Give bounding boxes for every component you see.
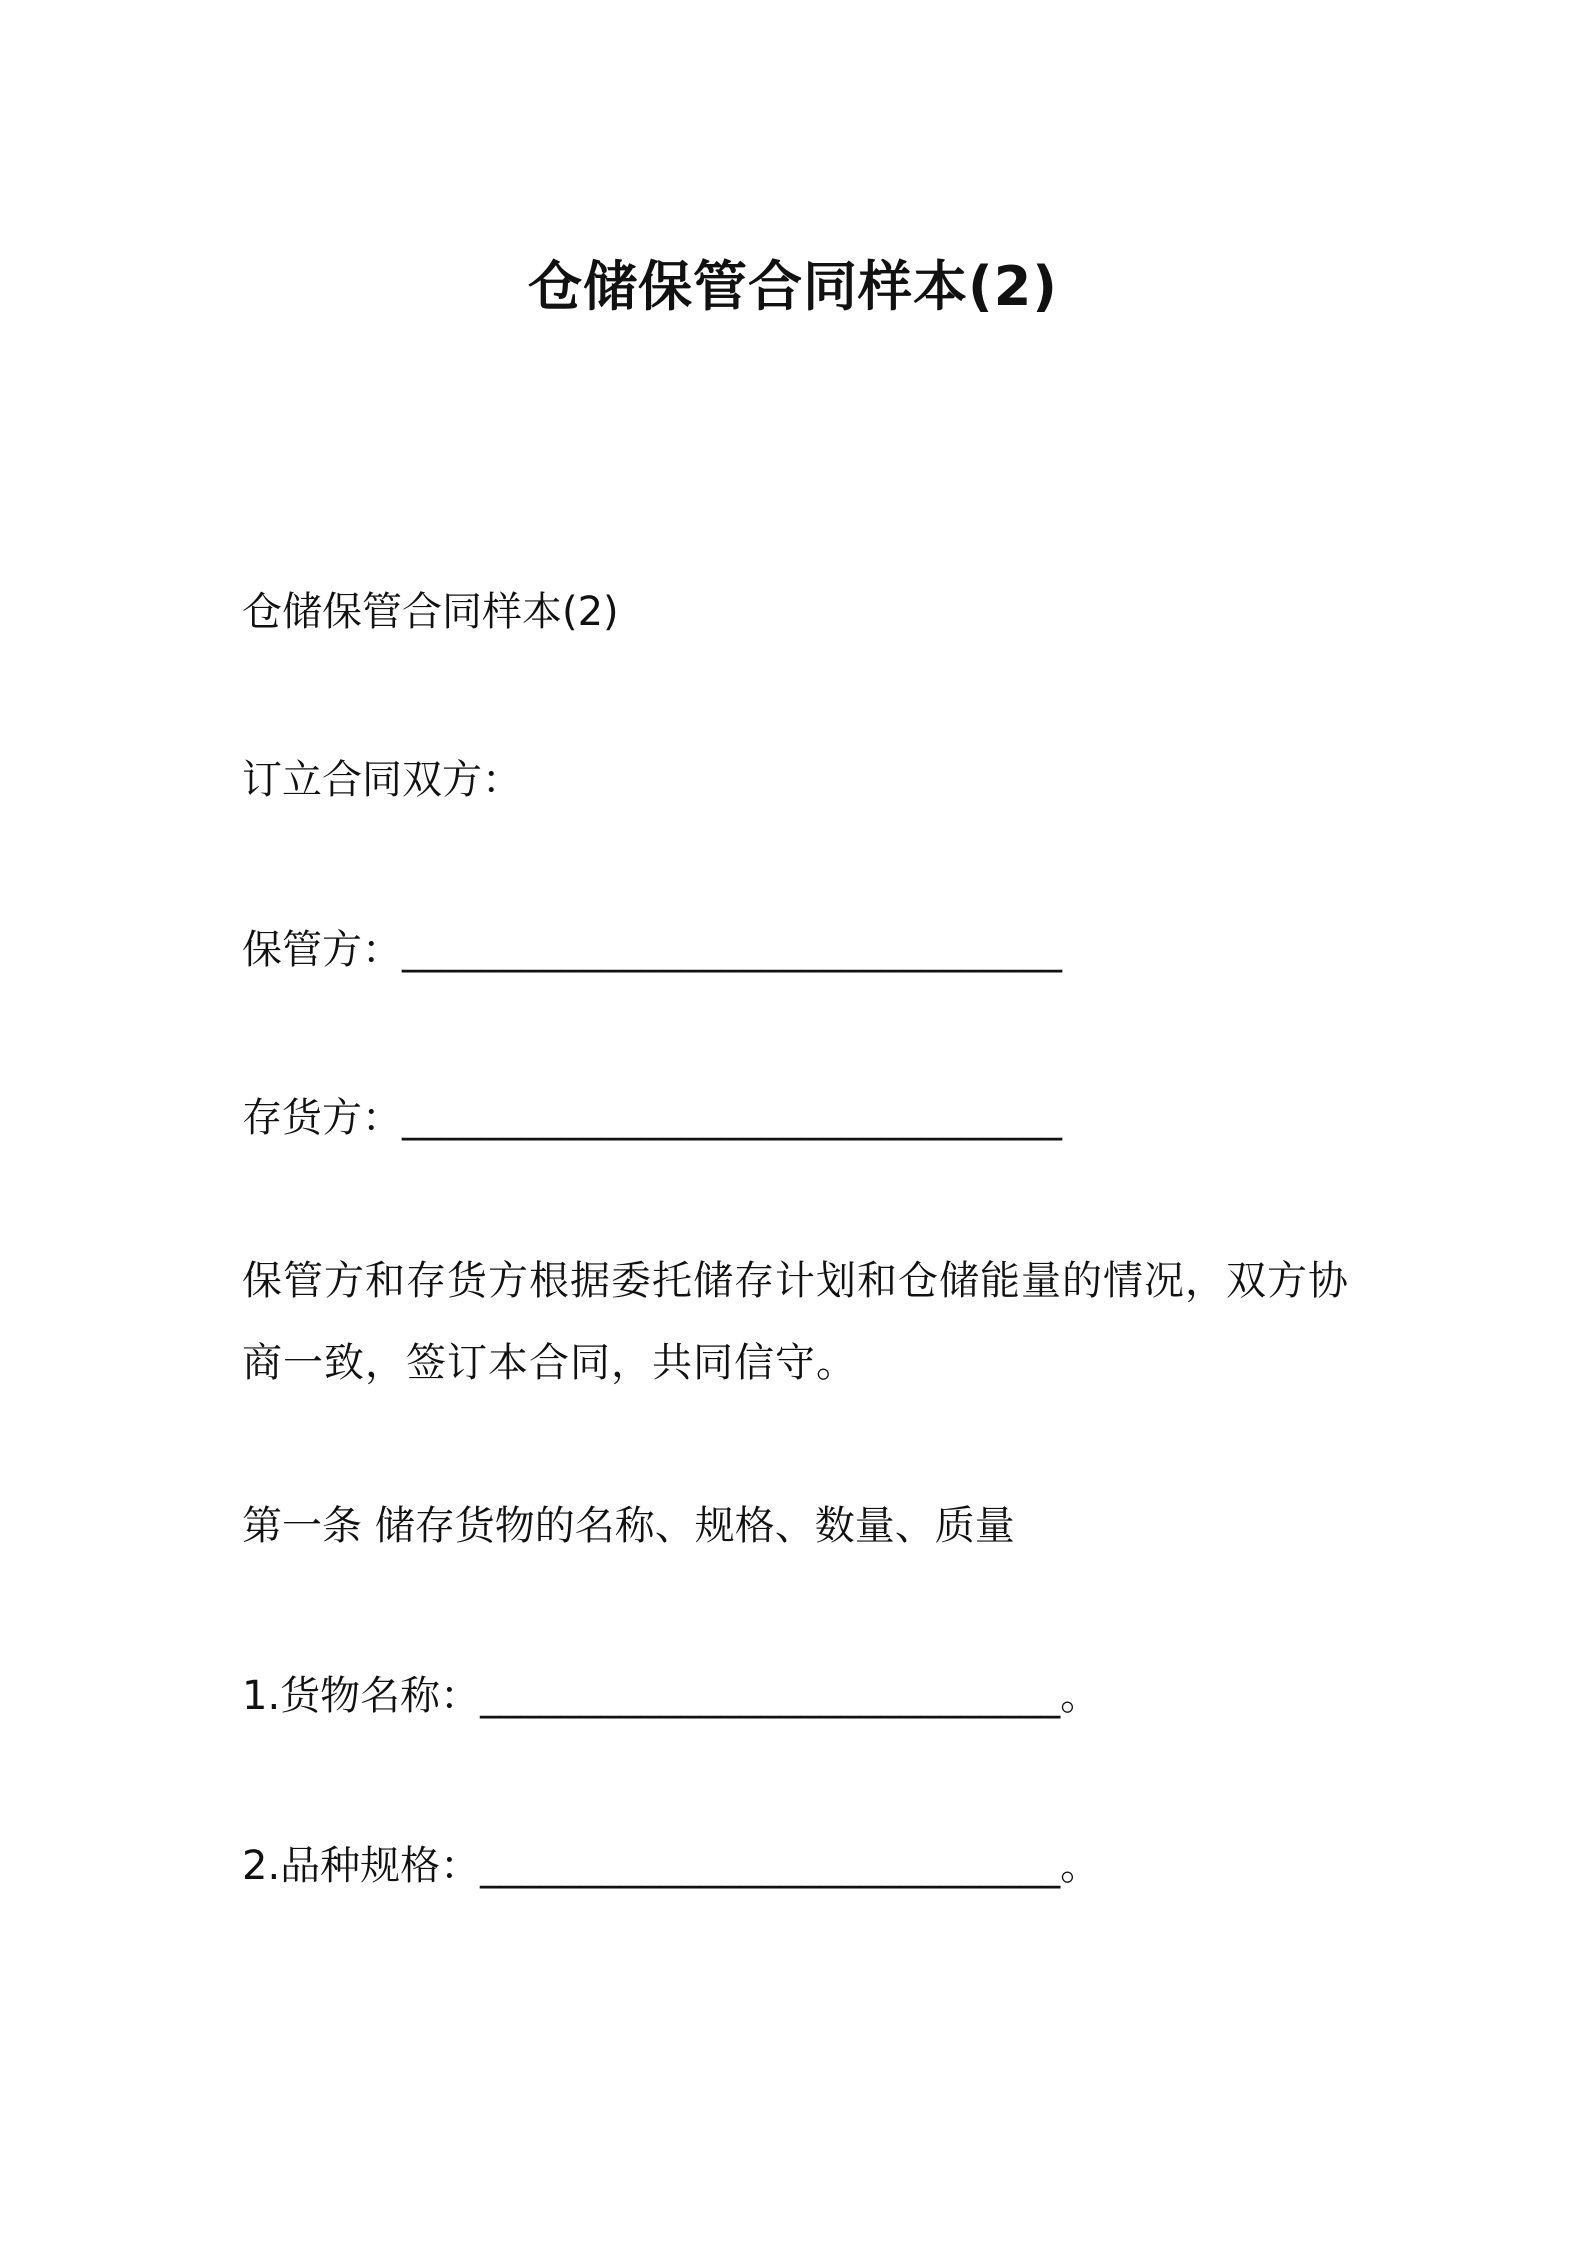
article-1-heading: 第一条 储存货物的名称、规格、数量、质量 (242, 1503, 1015, 1549)
parties-heading: 订立合同双方： (242, 757, 522, 803)
custodian-line: 保管方：_________________________________ (242, 927, 1062, 973)
depositor-line: 存货方：_________________________________ (242, 1095, 1062, 1141)
item-specification: 2.品种规格：_____________________________。 (242, 1843, 1101, 1889)
document-title: 仓储保管合同样本(2) (528, 255, 1058, 318)
intro-paragraph: 保管方和存货方根据委托储存计划和仓储能量的情况，双方协商一致，签订本合同，共同信守。 (242, 1258, 1349, 1386)
document-subtitle: 仓储保管合同样本(2) (242, 589, 619, 635)
item-goods-name: 1.货物名称：_____________________________。 (242, 1673, 1101, 1719)
